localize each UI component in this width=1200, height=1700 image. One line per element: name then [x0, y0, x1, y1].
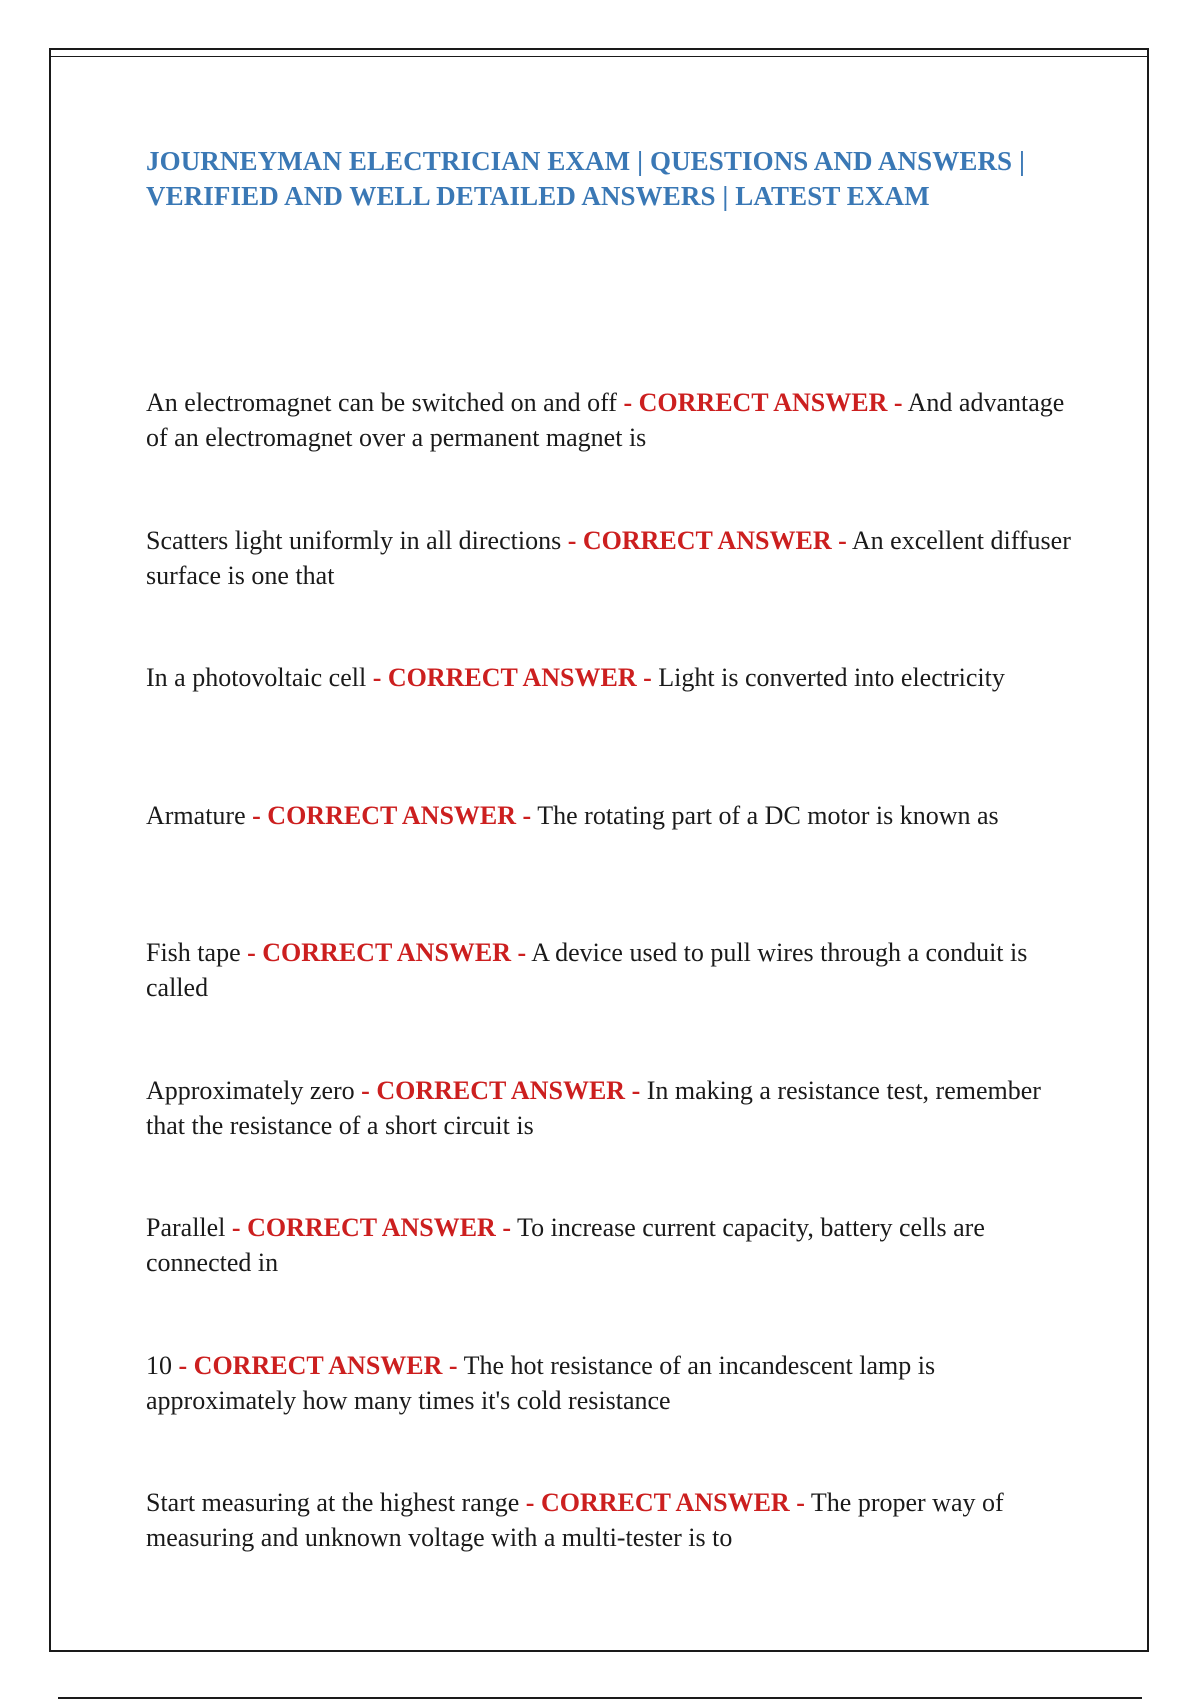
qa-separator: -	[522, 800, 532, 830]
qa-answer: Armature	[146, 800, 246, 830]
correct-answer-marker: CORRECT ANSWER	[247, 1213, 496, 1242]
qa-answer: Fish tape	[146, 938, 241, 967]
qa-separator: -	[502, 1213, 512, 1242]
qa-item	[146, 1485, 1076, 1623]
qa-question: In making a resistance test, remember that the resistance of a short circuit is	[146, 1075, 1041, 1140]
qa-separator: -	[372, 663, 382, 692]
qa-answer: Start measuring at the highest range	[146, 1488, 520, 1517]
qa-separator: -	[631, 1075, 641, 1105]
qa-question: Light is converted into electricity	[658, 663, 1005, 692]
qa-answer: An electromagnet can be switched on and off	[146, 388, 617, 417]
qa-separator: -	[525, 1488, 535, 1517]
qa-separator: -	[623, 388, 633, 417]
qa-separator: -	[643, 663, 652, 692]
correct-answer-marker: CORRECT ANSWER	[376, 1075, 626, 1105]
qa-separator: -	[252, 800, 261, 830]
qa-list	[146, 385, 1076, 1623]
qa-separator: -	[361, 1075, 370, 1105]
qa-question: An excellent diffuser surface is one that	[146, 525, 1071, 590]
qa-separator: -	[231, 1213, 241, 1242]
qa-separator: -	[178, 1350, 188, 1380]
qa-separator: -	[247, 938, 256, 967]
qa-item	[146, 798, 1076, 936]
qa-separator: -	[567, 525, 577, 555]
qa-question: The hot resistance of an incandescent lamp is approximately how many times it's cold resistance	[146, 1350, 936, 1415]
frame-top-rule	[51, 56, 1147, 57]
correct-answer-marker: CORRECT ANSWER	[387, 663, 637, 692]
qa-question: And advantage of an electromagnet over a permanent magnet is	[146, 388, 1065, 452]
qa-answer: 10	[146, 1350, 172, 1380]
qa-separator: -	[448, 1350, 458, 1380]
qa-answer: In a photovoltaic cell	[146, 663, 367, 692]
qa-question: The rotating part of a DC motor is known as	[537, 800, 999, 830]
qa-answer: Parallel	[146, 1213, 226, 1242]
qa-separator: -	[796, 1488, 805, 1517]
qa-question: A device used to pull wires through a conduit is called	[146, 938, 1028, 1002]
qa-answer: Approximately zero	[146, 1075, 355, 1105]
correct-answer-marker: CORRECT ANSWER	[267, 800, 517, 830]
qa-item	[146, 523, 1076, 661]
qa-item	[146, 1073, 1076, 1211]
qa-question: To increase current capacity, battery cells are connected in	[146, 1213, 985, 1277]
next-page-top-rule	[58, 1697, 1142, 1699]
correct-answer-marker: CORRECT ANSWER	[193, 1350, 443, 1380]
qa-item	[146, 1210, 1076, 1348]
correct-answer-marker: CORRECT ANSWER	[540, 1488, 790, 1517]
qa-item	[146, 1348, 1076, 1486]
qa-separator: -	[838, 525, 847, 555]
qa-separator: -	[517, 938, 527, 967]
document-title: JOURNEYMAN ELECTRICIAN EXAM | QUESTIONS AND ANSWERS | VERIFIED AND WELL DETAILED ANSWERS | LATEST EXAM	[146, 146, 1026, 211]
correct-answer-marker: CORRECT ANSWER	[638, 388, 888, 417]
qa-question: The proper way of measuring and unknown voltage with a multi-tester is to	[146, 1488, 1004, 1552]
qa-item	[146, 385, 1076, 523]
qa-item	[146, 660, 1076, 798]
correct-answer-marker: CORRECT ANSWER	[582, 525, 832, 555]
qa-answer: Scatters light uniformly in all directions	[146, 525, 562, 555]
qa-separator: -	[893, 388, 903, 417]
correct-answer-marker: CORRECT ANSWER	[262, 938, 512, 967]
qa-item	[146, 935, 1076, 1073]
